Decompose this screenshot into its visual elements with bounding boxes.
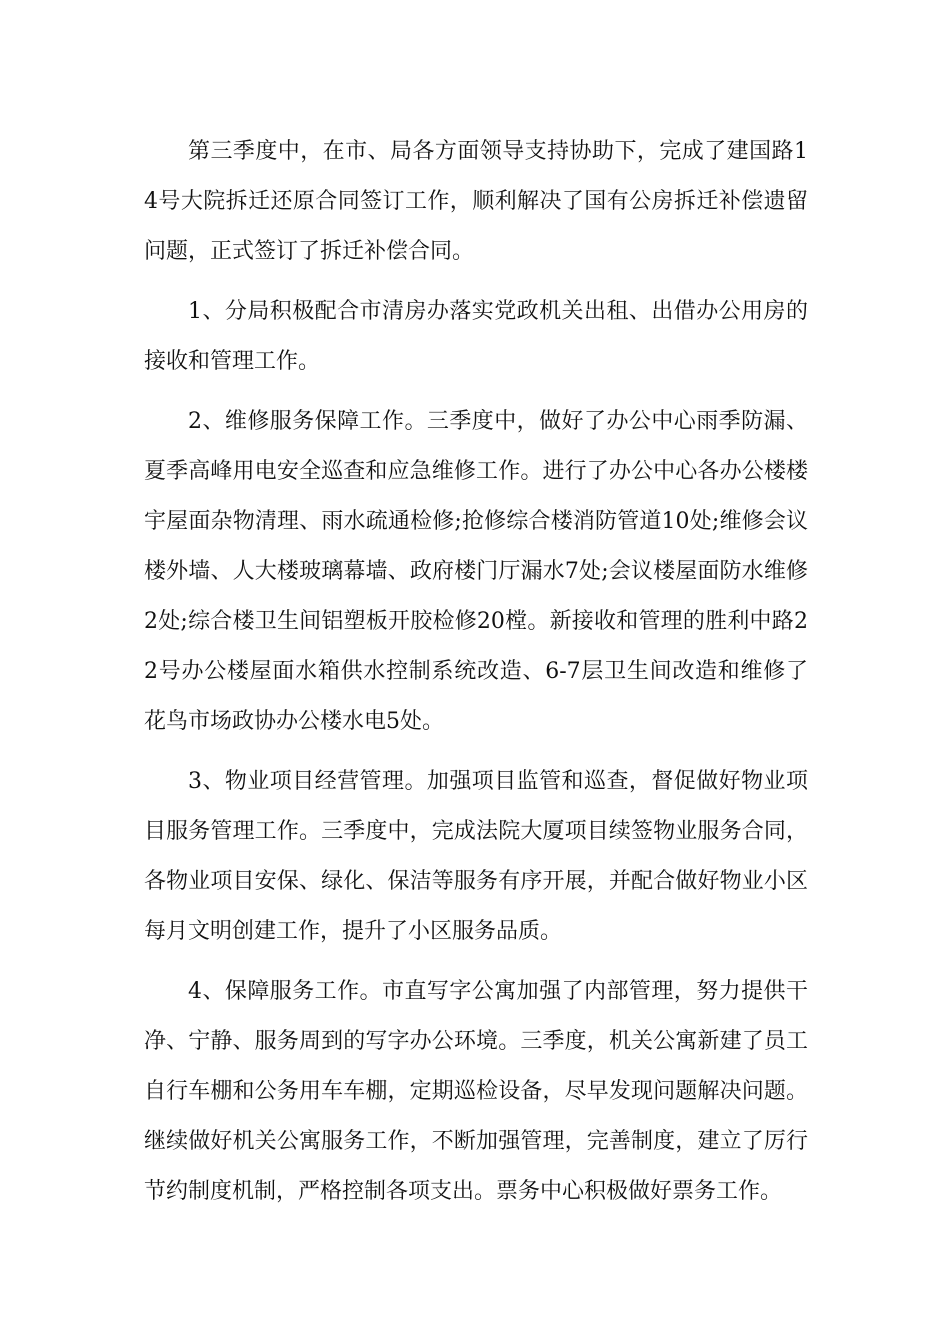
paragraph-intro: 第三季度中，在市、局各方面领导支持协助下，完成了建国路14号大院拆迁还原合同签订工作，顺利解决了国有公房拆迁补偿遗留问题，正式签订了拆迁补偿合同。 <box>144 139 808 264</box>
paragraph-item-2: 2、维修服务保障工作。三季度中，做好了办公中心雨季防漏、夏季高峰用电安全巡查和应急维修工作。进行了办公中心各办公楼楼宇屋面杂物清理、雨水疏通检修;抢修综合楼消防管道10处;维修会议楼外墙、人大楼玻璃幕墙、政府楼门厅漏水7处;会议楼屋面防水维修2处;综合楼卫生间铝塑板开胶检修20樘。新接收和管理的胜利中路22号办公楼屋面水箱供水控制系统改造、6-7层卫生间改造和维修了花鸟市场政协办公楼水电5处。 <box>144 409 808 734</box>
paragraph-item-3: 3、物业项目经营管理。加强项目监管和巡查，督促做好物业项目服务管理工作。三季度中，完成法院大厦项目续签物业服务合同，各物业项目安保、绿化、保洁等服务有序开展，并配合做好物业小区每月文明创建工作，提升了小区服务品质。 <box>144 769 808 944</box>
paragraph-item-1: 1、分局积极配合市清房办落实党政机关出租、出借办公用房的接收和管理工作。 <box>144 299 808 374</box>
document-body <box>144 127 808 1227</box>
paragraph-item-4: 4、保障服务工作。市直写字公寓加强了内部管理，努力提供干净、宁静、服务周到的写字办公环境。三季度，机关公寓新建了员工自行车棚和公务用车车棚，定期巡检设备，尽早发现问题解决问题。继续做好机关公寓服务工作，不断加强管理，完善制度，建立了厉行节约制度机制，严格控制各项支出。票务中心积极做好票务工作。 <box>144 979 808 1204</box>
